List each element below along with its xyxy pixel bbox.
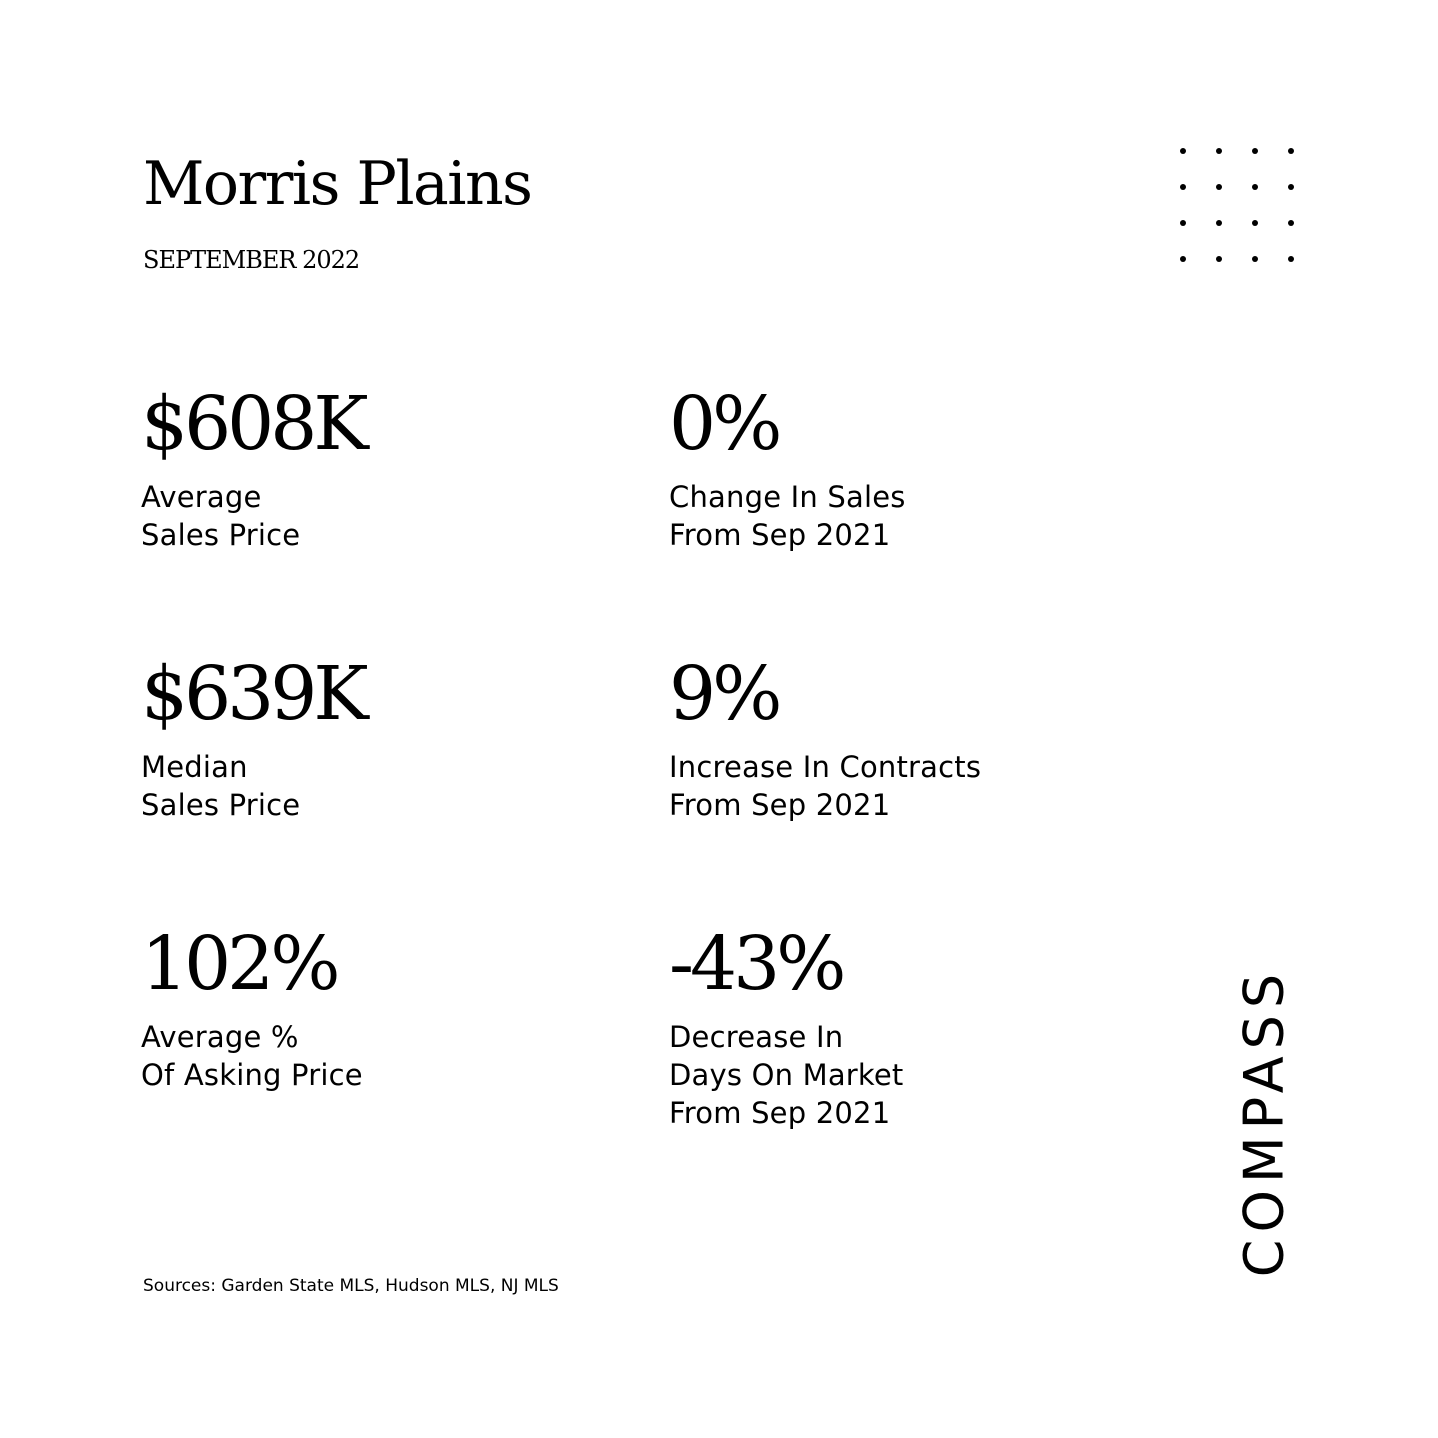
stat-label-line: Average % bbox=[141, 1020, 299, 1054]
stat-label bbox=[669, 748, 981, 824]
stat-label-line: Sales Price bbox=[141, 518, 301, 552]
stat-average-percent-of-asking bbox=[141, 921, 363, 1094]
stat-label-line: From Sep 2021 bbox=[669, 1096, 891, 1130]
stat-label bbox=[141, 1018, 363, 1094]
stat-value: $608K bbox=[141, 381, 365, 467]
stat-label-line: Of Asking Price bbox=[141, 1058, 363, 1092]
dot-grid-icon bbox=[1172, 142, 1302, 268]
stat-label bbox=[141, 478, 365, 554]
stat-value: 0% bbox=[669, 381, 779, 467]
stat-label bbox=[669, 478, 906, 554]
stat-average-sales-price bbox=[141, 381, 365, 554]
stat-increase-in-contracts bbox=[669, 651, 982, 824]
stat-label-line: Median bbox=[141, 750, 248, 784]
stat-label-line: From Sep 2021 bbox=[669, 788, 891, 822]
page-title: Morris Plains bbox=[143, 149, 532, 219]
stat-median-sales-price bbox=[141, 651, 365, 824]
stat-change-in-sales bbox=[669, 381, 906, 554]
logo-wordmark: COMPASS bbox=[1232, 966, 1296, 1278]
stat-label-line: Days On Market bbox=[669, 1058, 904, 1092]
stat-label-line: From Sep 2021 bbox=[669, 518, 891, 552]
stat-label-line: Increase In Contracts bbox=[669, 750, 982, 784]
stat-label bbox=[141, 748, 365, 824]
stat-label bbox=[669, 1018, 904, 1132]
stat-value: $639K bbox=[141, 651, 365, 737]
report-date: SEPTEMBER 2022 bbox=[143, 246, 360, 274]
stat-value: -43% bbox=[669, 921, 843, 1007]
sources-note: Sources: Garden State MLS, Hudson MLS, NJ MLS bbox=[143, 1276, 559, 1296]
stat-label-line: Average bbox=[141, 480, 262, 514]
stat-label-line: Change In Sales bbox=[669, 480, 906, 514]
stat-label-line: Decrease In bbox=[669, 1020, 844, 1054]
stat-value: 102% bbox=[141, 921, 337, 1007]
compass-logo bbox=[1232, 952, 1296, 1292]
stat-label-line: Sales Price bbox=[141, 788, 301, 822]
stat-days-on-market bbox=[669, 921, 904, 1132]
stat-value: 9% bbox=[669, 651, 779, 737]
